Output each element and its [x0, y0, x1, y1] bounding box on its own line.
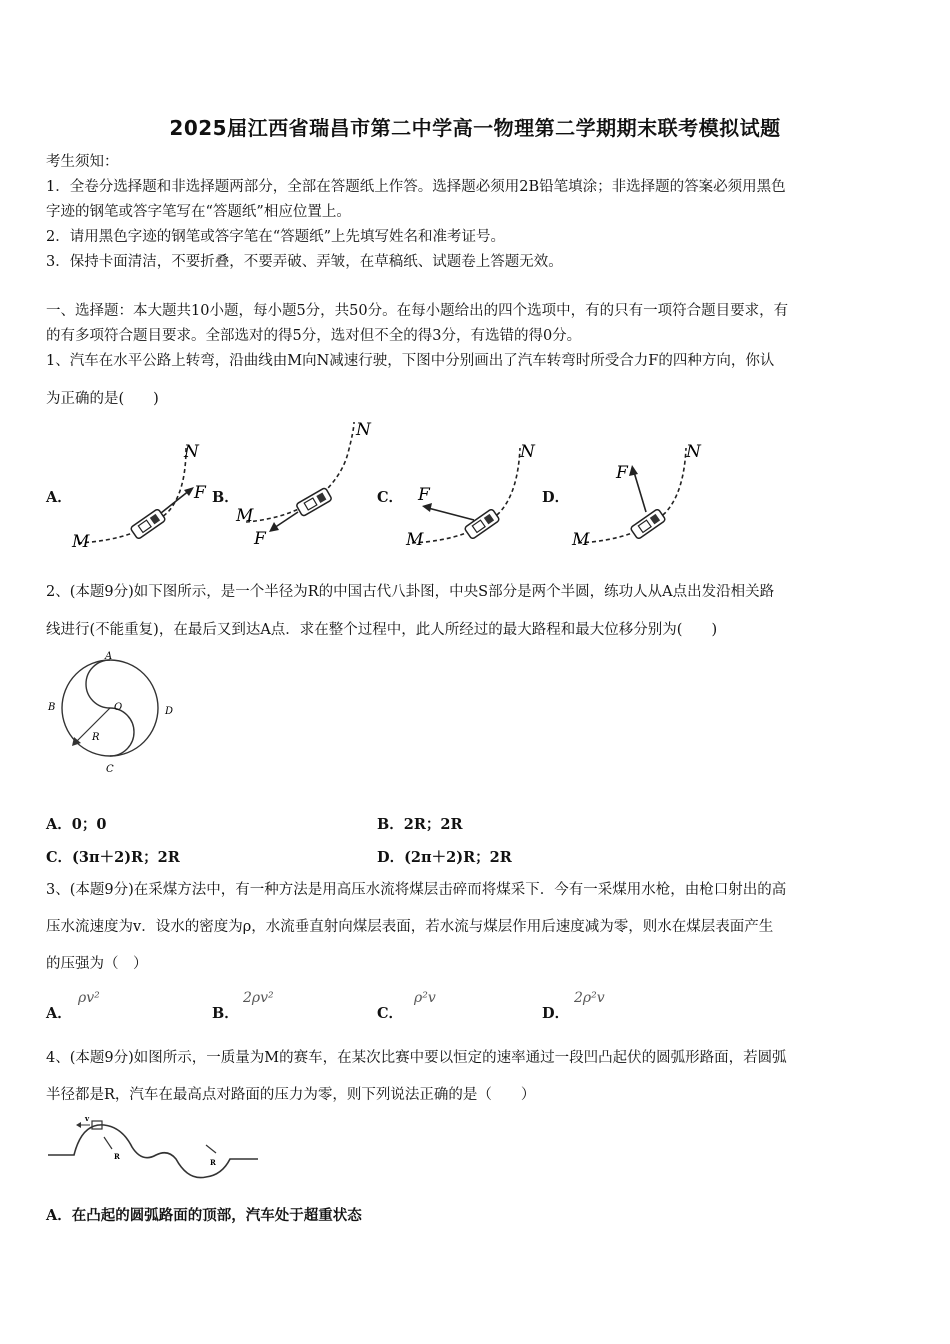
label-n: N: [356, 420, 371, 440]
q3-formula-a: ρv²: [78, 990, 100, 1006]
section-instructions: 一、选择题：本大题共10小题，每小题5分，共50分。在每小题给出的四个选项中，有的只有一项符合题目要求，有: [46, 303, 789, 319]
label-m: M: [406, 530, 424, 550]
question-2-text: 线进行(不能重复)，在最后又到达A点．求在整个过程中，此人所经过的最大路程和最大位移分别为( ): [46, 622, 718, 638]
question-4-text: 半径都是R，汽车在最高点对路面的压力为零，则下列说法正确的是（ ）: [46, 1087, 536, 1103]
question-2-text: 2、(本题9分)如下图所示，是一个半径为R的中国古代八卦图，中央S部分是两个半圆，练功人从A点出发沿相关路: [46, 584, 775, 600]
notice-item: 字迹的钢笔或答字笔写在“答题纸”相应位置上。: [46, 204, 351, 220]
q1-option-c[interactable]: C．: [377, 489, 404, 506]
notice-heading: 考生须知：: [46, 154, 119, 170]
section-instructions: 的有多项符合题目要求。全部选对的得5分，选对但不全的得3分，有选错的得0分。: [46, 328, 582, 344]
q3-option-a[interactable]: A．: [46, 1005, 72, 1022]
q2-option-d[interactable]: D．(2π＋2)R；2R: [377, 849, 512, 866]
q4-road-figure: [46, 1115, 266, 1185]
question-1-text: 1、汽车在水平公路上转弯，沿曲线由M向N减速行驶，下图中分别画出了汽车转弯时所受合力F的四种方向，你认: [46, 353, 775, 369]
page-title: 2025届江西省瑞昌市第二中学高一物理第二学期期末联考模拟试题: [169, 116, 781, 140]
q1-figure-d: [568, 440, 718, 555]
point-b: B: [48, 702, 56, 713]
notice-item: 3．保持卡面清洁，不要折叠，不要弄破、弄皱，在草稿纸、试题卷上答题无效。: [46, 254, 563, 270]
label-n: N: [184, 442, 199, 462]
label-f: F: [194, 483, 206, 503]
label-f: F: [254, 529, 266, 549]
notice-item: 2．请用黑色字迹的钢笔或答字笔在“答题纸”上先填写姓名和准考证号。: [46, 229, 506, 245]
question-4-text: 4、(本题9分)如图所示，一质量为M的赛车，在某次比赛中要以恒定的速率通过一段凹凸起伏的圆弧形路面，若圆弧: [46, 1050, 787, 1066]
velocity-label: v: [85, 1114, 90, 1123]
q3-formula-c: ρ²v: [414, 990, 436, 1006]
q3-option-b[interactable]: B．: [212, 1005, 239, 1022]
radius-r: R: [92, 732, 100, 743]
question-1-text: 为正确的是( ): [46, 391, 159, 407]
label-f: F: [418, 485, 430, 505]
point-d: D: [165, 706, 174, 717]
q2-option-c[interactable]: C．(3π＋2)R；2R: [46, 849, 180, 866]
point-o: O: [114, 702, 123, 713]
label-m: M: [72, 532, 90, 552]
q2-option-b[interactable]: B．2R；2R: [377, 816, 463, 833]
question-3-text: 压水流速度为v．设水的密度为ρ，水流垂直射向煤层表面，若水流与煤层作用后速度减为零，则水在煤层表面产生: [46, 919, 774, 935]
q4-option-a[interactable]: A．在凸起的圆弧路面的顶部，汽车处于超重状态: [46, 1207, 362, 1224]
point-c: C: [106, 764, 114, 775]
label-n: N: [520, 442, 535, 462]
q1-figure-c: [402, 440, 552, 555]
question-3-text: 3、(本题9分)在采煤方法中，有一种方法是用高压水流将煤层击碎而将煤采下．今有一采煤用水枪，由枪口射出的高: [46, 882, 787, 898]
q2-option-a[interactable]: A．0；0: [46, 816, 107, 833]
radius-label: R: [114, 1152, 120, 1161]
label-m: M: [572, 530, 590, 550]
label-n: N: [686, 442, 701, 462]
q1-figure-a: [68, 440, 218, 555]
notice-item: 1．全卷分选择题和非选择题两部分，全部在答题纸上作答。选择题必须用2B铅笔填涂；非选择题的答案必须用黑色: [46, 179, 786, 195]
q1-option-b[interactable]: B．: [212, 489, 239, 506]
question-3-text: 的压强为（ ）: [46, 956, 148, 972]
radius-label: R: [210, 1158, 216, 1167]
q1-option-d[interactable]: D．: [542, 489, 570, 506]
q2-bagua-figure: [44, 648, 184, 778]
q3-option-d[interactable]: D．: [542, 1005, 570, 1022]
q1-figure-b: [232, 418, 382, 553]
q3-option-c[interactable]: C．: [377, 1005, 404, 1022]
q1-option-a[interactable]: A．: [46, 489, 72, 506]
q3-formula-b: 2ρv²: [243, 990, 274, 1006]
label-f: F: [616, 463, 628, 483]
label-m: M: [236, 506, 254, 526]
point-a: A: [105, 651, 113, 662]
q3-formula-d: 2ρ²v: [574, 990, 605, 1006]
